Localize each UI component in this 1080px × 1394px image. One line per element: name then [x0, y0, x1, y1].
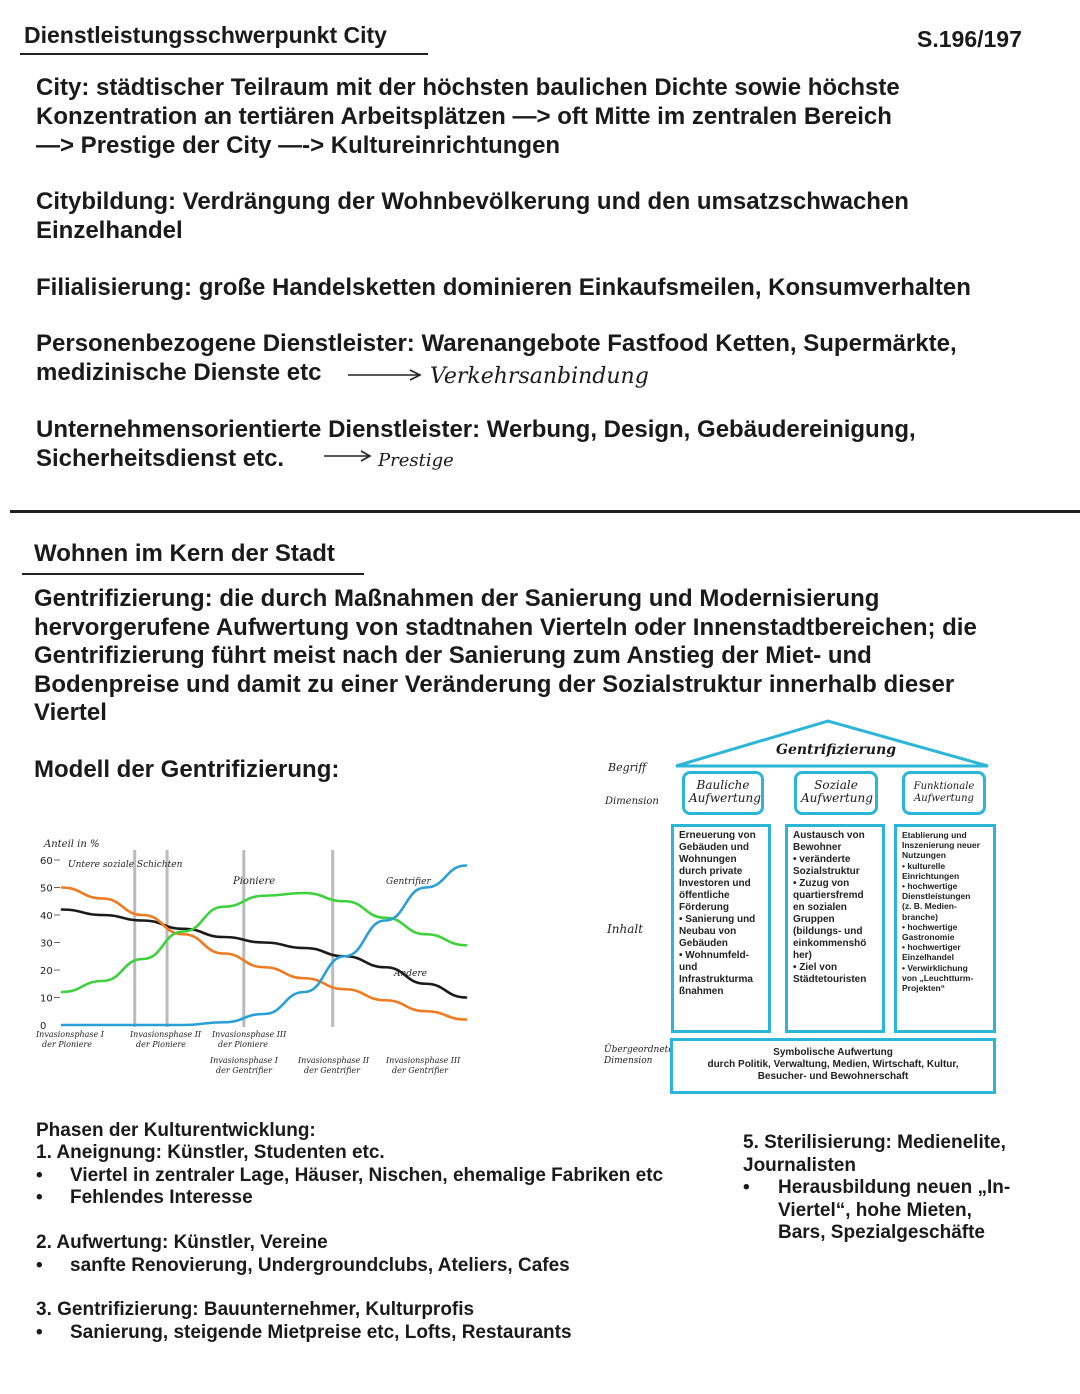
row-label-inhalt: Inhalt — [607, 922, 644, 936]
arrow-icon — [322, 450, 374, 462]
phase-2: 2. Aufwertung: Künstler, Vereine — [36, 1232, 328, 1253]
phase-2-bullet-1: • sanfte Renovierung, Undergroundclubs, Ateliers, Cafes — [36, 1255, 570, 1276]
citybildung-definition: Citybildung: Verdrängung der Wohnbevölkerung und den umsatzschwachen Einzelhandel — [36, 188, 909, 244]
phase-label: der Pioniere — [218, 1040, 268, 1049]
phase-label: der Pioniere — [136, 1040, 186, 1049]
series-line — [62, 888, 466, 1020]
phase-5-bullet-1: • Herausbildung neuen „In- Viertel“, hohe Mieten, Bars, Spezialgeschäfte — [743, 1177, 1011, 1243]
phase-5: 5. Sterilisierung: Medienelite, Journalisten — [743, 1132, 1006, 1176]
phase-label: Invasionsphase I — [36, 1030, 104, 1039]
y-tick-label: 30 — [40, 938, 53, 950]
row-label-dimension: Dimension — [605, 796, 659, 807]
page-reference: S.196/197 — [917, 26, 1022, 52]
personen-definition: Personenbezogene Dienstleister: Warenangebote Fastfood Ketten, Supermärkte, medizinische Dienste etc — [36, 330, 957, 386]
phase-label: Invasionsphase III — [212, 1030, 287, 1039]
y-tick-label: 50 — [40, 883, 53, 895]
gentrifizierung-definition: Gentrifizierung: die durch Maßnahmen der Sanierung und Modernisierung hervorgerufene Aufwertung von stadtnahen Vierteln oder Innenstadtbereichen; die Gentrifizierung führt meist nach der Sanierung zum Anstieg der Miet- und Bodenpreise und damit zu einer Veränderung der Sozialstruktur innerhalb dieser Viertel — [34, 585, 977, 726]
phase-label: der Pioniere — [42, 1040, 92, 1049]
symbolic-aufwertung-box: Symbolische Aufwertung durch Politik, Verwaltung, Medien, Wirtschaft, Kultur, Besucher- und Bewohnerschaft — [670, 1038, 996, 1094]
section2-title: Wohnen im Kern der Stadt — [34, 540, 335, 567]
label-untere-schichten: Untere soziale Schichten — [68, 860, 183, 870]
phase-label: Invasionsphase I — [210, 1056, 278, 1065]
handwritten-note-verkehr: Verkehrsanbindung — [430, 364, 649, 389]
phase-1-bullet-1: • Viertel in zentraler Lage, Häuser, Nischen, ehemalige Fabriken etc — [36, 1165, 664, 1186]
phase-3: 3. Gentrifizierung: Bauunternehmer, Kulturprofis — [36, 1299, 475, 1320]
phase-3-bullet-1: • Sanierung, steigende Mietpreise etc, Lofts, Restaurants — [36, 1322, 572, 1343]
roof-label: Gentrifizierung — [776, 742, 897, 758]
model-title: Modell der Gentrifizierung: — [34, 756, 340, 783]
y-tick-label: 60 — [40, 856, 53, 867]
column-soziale: Austausch von Bewohner • veränderte Sozialstruktur • Zuzug von quartiersfremd en sozialen Gruppen (bildungs- und einkommenshö her) • Ziel von Städtetouristen — [785, 824, 885, 1033]
phase-label: der Gentrifier — [216, 1066, 272, 1075]
y-tick-label: 0 — [40, 1021, 47, 1032]
title-underline — [22, 573, 364, 575]
dimension-soziale: Soziale Aufwertung — [794, 771, 878, 815]
phase-label: der Gentrifier — [304, 1066, 360, 1075]
phase-label: Invasionsphase III — [386, 1056, 461, 1065]
label-pioniere: Pioniere — [233, 876, 276, 887]
city-definition: City: städtischer Teilraum mit der höchsten baulichen Dichte sowie höchste Konzentration an tertiären Arbeitsplätzen —> oft Mitte im zentralen Bereich —> Prestige der City —-> Kultureinrichtungen — [36, 74, 900, 159]
phases-title: Phasen der Kulturentwicklung: — [36, 1120, 316, 1141]
y-axis-label: Anteil in % — [44, 839, 100, 850]
label-andere: Andere — [394, 969, 428, 979]
row-label-begriff: Begriff — [608, 761, 647, 774]
arrow-icon — [346, 368, 426, 382]
label-gentrifier: Gentrifier — [386, 877, 431, 887]
section1-title: Dienstleistungsschwerpunkt City — [24, 22, 387, 48]
series-line — [62, 910, 466, 998]
y-tick-label: 20 — [40, 966, 53, 977]
filialisierung-definition: Filialisierung: große Handelsketten dominieren Einkaufsmeilen, Konsumverhalten — [36, 274, 971, 301]
phase-label: der Gentrifier — [392, 1066, 448, 1075]
handwritten-note-prestige: Prestige — [378, 450, 454, 471]
gentrification-chart — [30, 830, 480, 1090]
phase-label: Invasionsphase II — [298, 1056, 370, 1065]
phase-label: Invasionsphase II — [130, 1030, 202, 1039]
section-divider — [10, 510, 1080, 513]
y-tick-label: 10 — [40, 993, 53, 1005]
dimension-bauliche: Bauliche Aufwertung — [682, 771, 764, 815]
y-tick-label: 40 — [40, 911, 53, 922]
phase-1: 1. Aneignung: Künstler, Studenten etc. — [36, 1142, 385, 1163]
dimension-funktionale: Funktionale Aufwertung — [902, 771, 986, 815]
column-funktionale: Etablierung und Inszenierung neuer Nutzungen • kulturelle Einrichtungen • hochwertige Dienstleistungen (z. B. Medien- branche) • hochwertige Gastronomie • hochwertiger Einzelhandel • Verwirklichung von „Leuchtturm- Projekten“ — [894, 824, 996, 1033]
title-underline — [20, 53, 428, 55]
row-label-uebergeordnet: Übergeordnete Dimension — [604, 1045, 674, 1066]
series-line — [62, 866, 466, 1026]
column-bauliche: Erneuerung von Gebäuden und Wohnungen durch private Investoren und öffentliche Förderung • Sanierung und Neubau von Gebäuden • Wohnumfeld- und Infrastrukturma ßnahmen — [671, 824, 771, 1033]
phase-1-bullet-2: • Fehlendes Interesse — [36, 1187, 253, 1208]
unternehmen-definition: Unternehmensorientierte Dienstleister: Werbung, Design, Gebäudereinigung, Sicherheitsdienst etc. — [36, 416, 916, 472]
